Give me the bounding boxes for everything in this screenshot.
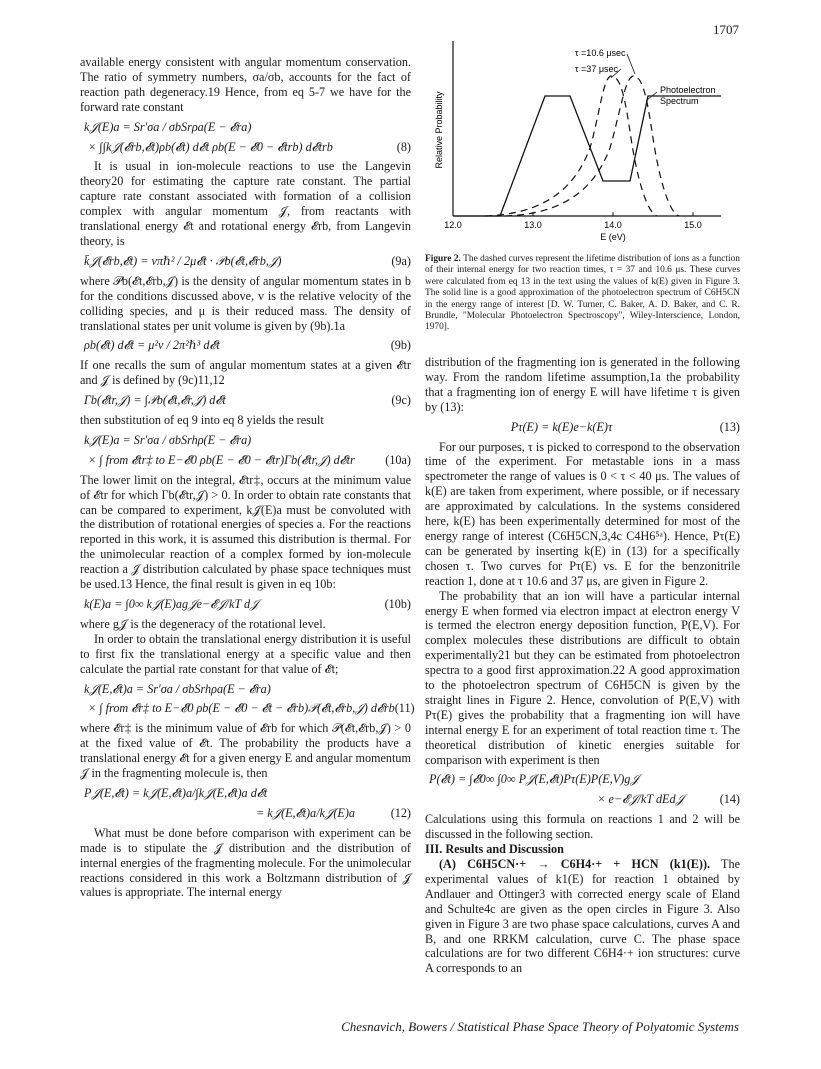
- equation-number: (10a): [385, 452, 411, 467]
- equation-number: (11): [394, 701, 415, 716]
- paragraph: The probability that an ion will have a particular internal energy E when formed via electron impact at electron energy V is termed the electron energy deposition function, P(E,V). For complex molecules these distributions are difficult to obtain experimentally21 but they can be estimated from photoelectron spectra to a good first approximation.22 A good approximation to the photoelectron spectrum of C6H5CN is given by the straight lines in Figure 2. Hence, convolution of P(E,V) with Pτ(E) gives the probability that a fragmenting ion will have internal energy E for an experiment of total reaction time τ. The theoretical distribution of kinetic energies suitable for comparison with experiment is then: [425, 588, 740, 767]
- photoelectron-label: Spectrum: [660, 96, 699, 106]
- x-tick-label: 13.0: [524, 220, 542, 230]
- equation-10b: k(E)a = ∫0∞ k𝒥(E)ag𝒥e−𝓔𝒥/kT d𝒥 (10b): [84, 597, 411, 611]
- photoelectron-label: Photoelectron: [660, 85, 716, 95]
- equation-14-cont: × e−𝓔𝒥/kT dEd𝒥 (14): [597, 792, 740, 807]
- equation-10a: k𝒥(E)a = Sr′σa / σbSrhρ(E − 𝓔ra): [84, 432, 252, 447]
- running-footer: Chesnavich, Bowers / Statistical Phase Space Theory of Polyatomic Systems: [341, 1019, 739, 1034]
- equation-14: P(𝓔t) = ∫𝓔0∞ ∫0∞ P𝒥(E,𝓔t)Pτ(E)P(E,V)g𝒥: [429, 772, 639, 787]
- equation-number: (8): [396, 139, 411, 154]
- equation-9c: Γb(𝓔tr,𝒥) = ∫𝒫b(𝓔t,𝓔r,𝒥) d𝓔t (9c): [84, 393, 411, 408]
- paragraph: It is usual in ion-molecule reactions to use the Langevin theory20 for estimating the capture rate constant. The partial capture rate constant associated with formation of a collision complex with angular momentum 𝒥, from reactants with translational energy 𝓔t and rotational energy 𝓔rb, from Langevin theory, is: [80, 159, 411, 248]
- equation-10a-cont: × ∫ from 𝓔tr‡ to E−𝓔0 ρb(E − 𝓔0 − 𝓔tr)Γb(𝓔tr,𝒥) d𝓔tr (10a): [88, 452, 411, 467]
- x-tick-label: 15.0: [684, 220, 702, 230]
- equation-number: (9c): [391, 393, 411, 408]
- paragraph: The lower limit on the integral, 𝓔tr‡, occurs at the minimum value of 𝓔tr for which Γb(𝓔tr,𝒥) > 0. In order to obtain rate constants that can be compared to experiment, k𝒥(E)a must be convoluted with the distribution of rotational energies of species a. For the reactions reported in this work, it is assumed this distribution is thermal. For the unimolecular reaction of a complex formed by ion-molecule reaction a 𝒥 distribution calculated by phase space techniques must be used.13 Hence, the final result is given in eq 10b:: [80, 472, 411, 592]
- equation-11-cont: × ∫ from 𝓔r‡ to E−𝓔0 ρb(E − 𝓔0 − 𝓔t − 𝓔rb)𝒫(𝓔t,𝓔rb,𝒥) d𝓔rb (11): [88, 701, 415, 716]
- paragraph: For our purposes, τ is picked to correspond to the observation time of the experiment. For metastable ions in a mass spectrometer the range of values is 0 < τ < 40 μs. The values of k(E) are taken from experiment, where possible, or if necessary are approximated by calculations. In the systems considered here, k(E) has been experimentally determined for most of the energy range of interest (C6H5CN,3,4c C4H6⁵ᵃ). Hence, Pτ(E) can be generated by inserting k(E) in (13) for a specifically chosen τ. Two curves for Pτ(E) vs. E for the benzonitrile reaction 1, done at τ 10.6 and 37 μs, are given in Figure 2.: [425, 439, 740, 588]
- x-tick-label: 12.0: [444, 220, 462, 230]
- equation-8-cont: × ∫∫k𝒥(𝓔rb,𝓔t)ρb(𝓔t) d𝓔t ρb(E − 𝓔0 − 𝓔trb) d𝓔trb (8): [88, 139, 411, 154]
- section-heading: III. Results and Discussion: [425, 842, 564, 857]
- paragraph: What must be done before comparison with experiment can be made is to stipulate the 𝒥 distribution and the distribution of internal energies of the fragmenting molecule. For the unimolecular reactions considered in this work a Boltzmann distribution of 𝒥 values is appropriate. The internal energy: [80, 825, 411, 900]
- paragraph-text: The experimental values of k1(E) for reaction 1 obtained by Andlauer and Ottinger3 with corrected energy scale of Eland and Schulte4c are given as the open circles in Figure 3. Also given in Figure 3 are two phase space calculations, curves A and B, and one RRKM calculation, curve C. The phase space calculations are for two different C6H4·+ ion structures: curve A corresponds to an: [425, 857, 740, 976]
- figure-label: Figure 2.: [425, 254, 461, 264]
- figure-caption-text: The dashed curves represent the lifetime distribution of ions as a function of their internal energy for two reaction times, τ = 37 and 10.6 μs. These curves were calculated from eq 13 in the text using the values of k(E) given in Figure 3. The solid line is a good approximation of the photoelectron spectrum of C6H5CN in the energy range of interest [D. W. Turner, C. Baker, A. D. Baker, and C. R. Brundle, "Molecular Photoelectron Spectroscopy", Wiley-Interscience, London, 1970].: [425, 254, 740, 333]
- paragraph: distribution of the fragmenting ion is generated in the following way. From the random lifetime assumption,1a the probability that a fragmenting ion of energy E will have lifetime τ is given by (13):: [425, 355, 740, 414]
- paragraph: where g𝒥 is the degeneracy of the rotational level.: [80, 616, 326, 631]
- figure-caption: [425, 254, 740, 334]
- equation-number: (9a): [391, 253, 411, 268]
- x-tick-label: 14.0: [604, 220, 622, 230]
- paragraph: where 𝒫b(𝓔t,𝓔rb,𝒥) is the density of angular momentum states in b for the conditions discussed above, v is the relative velocity of the colliding species, and μ is their reduced mass. The density of translational states per unit volume is given by (9b).1a: [80, 273, 411, 333]
- page-number: 1707: [713, 22, 739, 37]
- paragraph: [425, 857, 740, 976]
- equation-12-cont: = k𝒥(E,𝓔t)a/k𝒥(E)a (12): [255, 805, 411, 820]
- equation-12: P𝒥(E,𝓔t) = k𝒥(E,𝓔t)a/∫k𝒥(E,𝓔t)a d𝓔t: [84, 785, 268, 800]
- leader-line: [627, 54, 635, 74]
- equation-number: (14): [719, 792, 740, 807]
- figure-2: [425, 38, 740, 334]
- paragraph: Calculations using this formula on reactions 1 and 2 will be discussed in the following section.: [425, 812, 740, 842]
- subsection-title: (A) C6H5CN·+ → C6H4·+ + HCN (k1(E)).: [439, 857, 711, 871]
- equation-number: (10b): [384, 597, 411, 611]
- paragraph: available energy consistent with angular momentum conservation. The ratio of symmetry numbers, σa/σb, accounts for the fact of reaction path degeneracy.19 Hence, from eq 5-7 we have for the forward rate constant: [80, 55, 411, 114]
- equation-9a: k̄𝒥(𝓔rb,𝓔t) = vπℏ² / 2μ𝓔t · 𝒫b(𝓔t,𝓔rb,𝒥) (9a): [84, 253, 411, 268]
- equation-number: (13): [719, 419, 740, 434]
- equation-13: Pτ(E) = k(E)e−k(E)τ (13): [510, 419, 740, 434]
- y-axis-label: Relative Probability: [434, 91, 444, 169]
- tau-10-6-curve: [505, 76, 679, 216]
- paragraph: If one recalls the sum of angular momentum states at a given 𝓔tr and 𝒥 is defined by (9c)11,12: [80, 358, 411, 388]
- figure-2-plot: [425, 38, 740, 250]
- equation-11: k𝒥(E,𝓔t)a = Sr′σa / σbSrhρa(E − 𝓔ra): [84, 681, 271, 696]
- equation-8: k𝒥(E)a = Sr′σa / σbSrρa(E − 𝓔ra): [84, 119, 252, 134]
- tau-10-6-label: τ =10.6 μsec: [575, 48, 626, 58]
- paragraph: In order to obtain the translational energy distribution it is useful to first fix the translational energy at a specific value and then calculate the partial rate constant for that value of 𝓔t;: [80, 631, 411, 676]
- right-column: [425, 355, 740, 976]
- equation-9b: ρb(𝓔t) d𝓔t = μ²v / 2π²ℏ³ d𝓔t (9b): [84, 338, 411, 353]
- left-column: [80, 55, 415, 900]
- tau-37-label: τ =37 μsec: [575, 64, 619, 74]
- paragraph: where 𝓔r‡ is the minimum value of 𝓔rb for which 𝒫(𝓔t,𝓔rb,𝒥) > 0 at the fixed value of 𝓔t. The probability the products have a translational energy 𝓔t for a given energy E and angular momentum 𝒥 in the fragmenting molecule is, then: [80, 721, 411, 781]
- x-axis-label: E (eV): [600, 232, 626, 242]
- equation-number: (12): [390, 805, 411, 820]
- equation-number: (9b): [390, 338, 411, 353]
- paragraph: then substitution of eq 9 into eq 8 yields the result: [80, 413, 324, 428]
